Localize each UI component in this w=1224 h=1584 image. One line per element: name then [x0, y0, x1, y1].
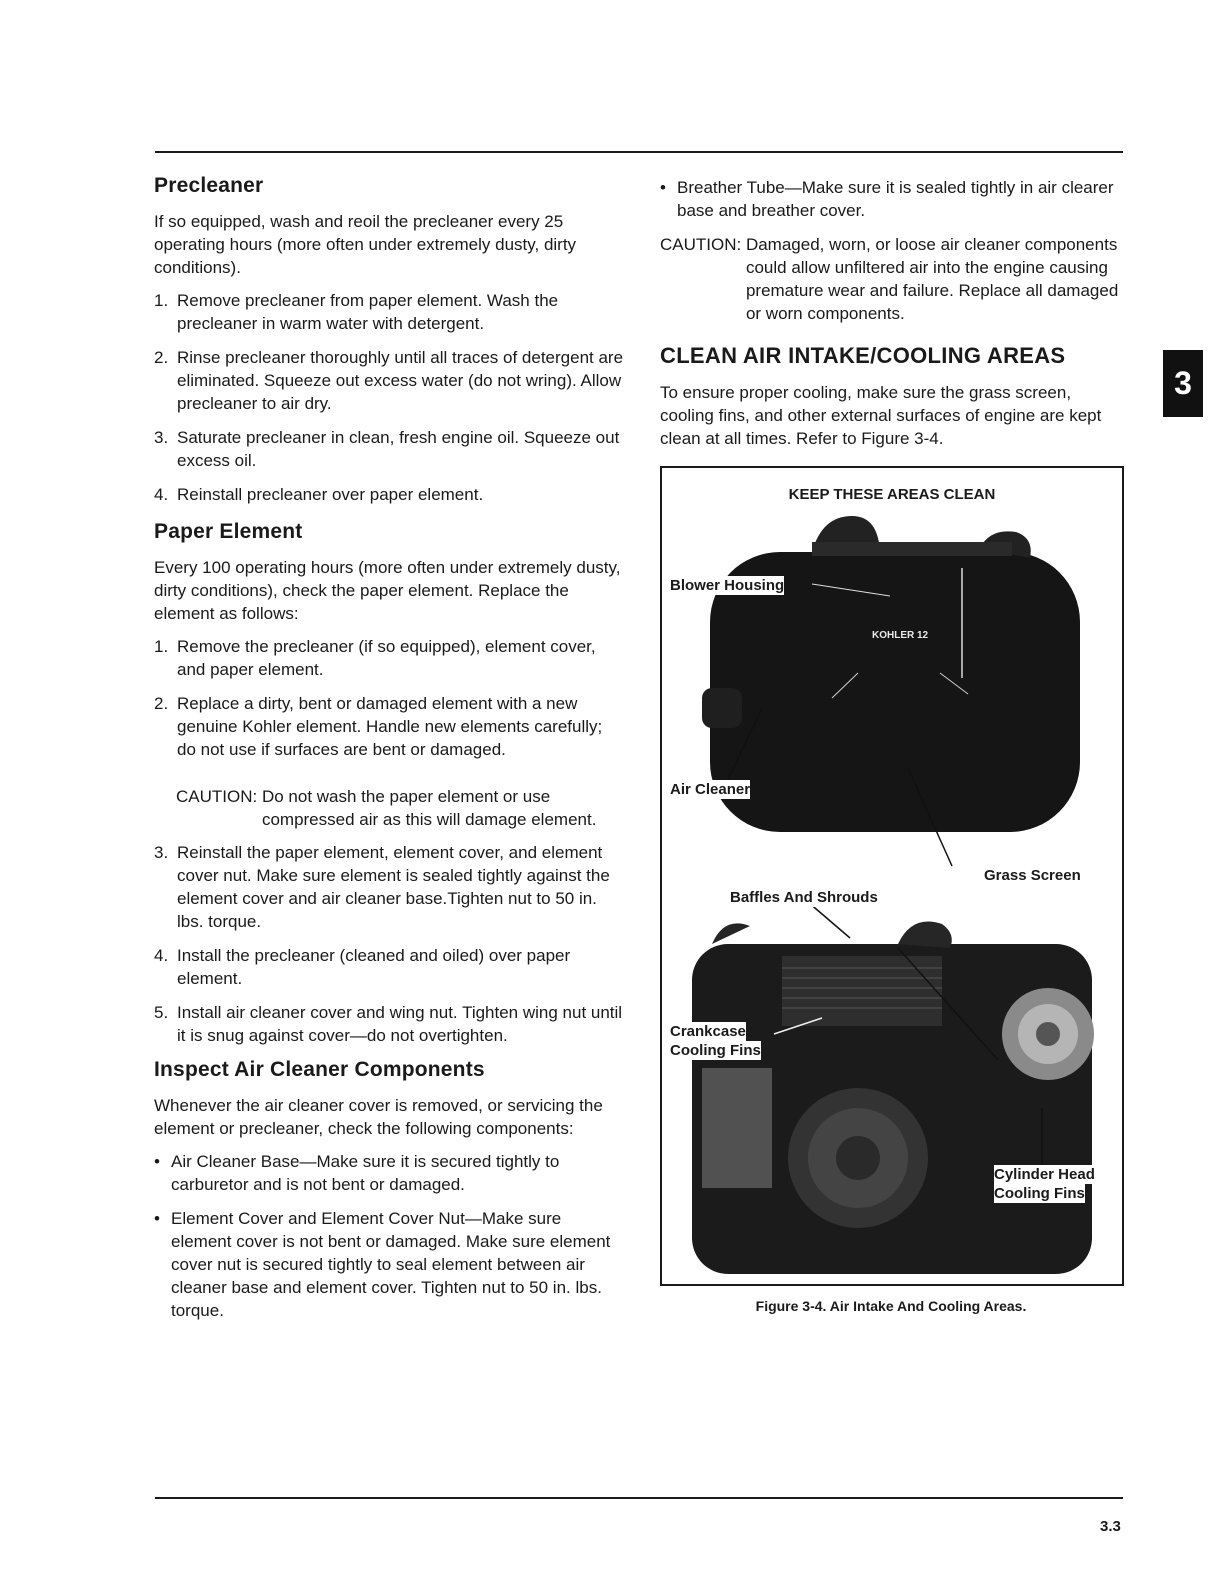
precleaner-intro: If so equipped, wash and reoil the precleaner every 25 operating hours (more often under extremely dusty, dirty conditions).: [154, 212, 577, 277]
brand-mark: KOHLER 12: [872, 630, 929, 641]
page-number: 3.3: [1100, 1518, 1121, 1535]
label-air-cleaner: Air Cleaner: [670, 781, 751, 798]
right-caution: [660, 233, 1122, 325]
figure-title: KEEP THESE AREAS CLEAN: [788, 486, 996, 503]
precleaner-heading: Precleaner: [154, 174, 264, 197]
paper-element-intro: Every 100 operating hours (more often under extremely dusty, dirty conditions), check the paper element. Replace the element as follows:: [154, 558, 621, 623]
label-crankcase: Crankcase: [670, 1023, 746, 1040]
label-crankcase-fins: Cooling Fins: [670, 1042, 761, 1059]
list-item: 5. Install air cleaner cover and wing nut. Tighten wing nut until it is snug against cover—do not overtighten.: [154, 1003, 623, 1045]
left-column: [154, 174, 624, 1333]
label-cylinder-head-fins: Cooling Fins: [994, 1185, 1085, 1202]
inspect-intro: Whenever the air cleaner cover is removed, or servicing the element or precleaner, check the following components:: [154, 1096, 603, 1138]
inspect-bullets: [154, 1150, 624, 1322]
caution-text: Damaged, worn, or loose air cleaner components could allow unfiltered air into the engine causing premature wear and failure. Replace all damaged or worn components.: [745, 235, 1119, 323]
list-item: 4. Install the precleaner (cleaned and oiled) over paper element.: [154, 946, 571, 988]
label-blower-housing: Blower Housing: [670, 577, 785, 594]
paper-element-steps-b: [154, 841, 624, 1047]
bottom-rule: [155, 1497, 1123, 1499]
caution-label: CAUTION:: [660, 235, 746, 254]
list-item: 2. Rinse precleaner thoroughly until all traces of detergent are eliminated. Squeeze out excess water (do not wring). Allow precleaner to air dry.: [154, 348, 624, 413]
list-item: • Breather Tube—Make sure it is sealed tightly in air clearer base and breather cover.: [660, 178, 1114, 220]
caution-text: Do not wash the paper element or use compressed air as this will damage element.: [261, 787, 597, 829]
right-column: [660, 176, 1122, 1314]
engine-top-view: [702, 516, 1080, 866]
inspect-heading: Inspect Air Cleaner Components: [154, 1058, 485, 1081]
clean-air-body: To ensure proper cooling, make sure the grass screen, cooling fins, and other external surfaces of engine are kept clean at all times. Refer to Figure 3-4.: [660, 383, 1102, 448]
engine-bottom-view: [692, 902, 1094, 1274]
paper-element-caution: [176, 785, 624, 831]
breather-bullets: [660, 176, 1122, 222]
caution-label: CAUTION:: [176, 787, 262, 806]
list-item: 1. Remove precleaner from paper element. Wash the precleaner in warm water with detergent.: [154, 291, 559, 333]
figure-caption: Figure 3-4. Air Intake And Cooling Areas.: [755, 1298, 1027, 1314]
list-item: 4. Reinstall precleaner over paper element.: [154, 485, 484, 504]
list-item: 2. Replace a dirty, bent or damaged element with a new genuine Kohler element. Handle new elements carefully; do not use if surfaces are bent or damaged.: [154, 694, 603, 759]
label-grass-screen: Grass Screen: [984, 867, 1081, 884]
list-item: 3. Saturate precleaner in clean, fresh engine oil. Squeeze out excess oil.: [154, 428, 620, 470]
clean-air-heading: CLEAN AIR INTAKE/COOLING AREAS: [660, 343, 1066, 368]
chapter-tab: 3: [1163, 350, 1203, 417]
list-item: • Element Cover and Element Cover Nut—Make sure element cover is not bent or damaged. Make sure element cover nut is secured tightly to seal element between air cleaner base and element cover. Tighten nut to 50 in. lbs. torque.: [154, 1209, 611, 1320]
label-cylinder-head: Cylinder Head: [994, 1166, 1095, 1183]
precleaner-steps: [154, 289, 624, 506]
list-item: 1. Remove the precleaner (if so equipped), element cover, and paper element.: [154, 637, 596, 679]
list-item: 3. Reinstall the paper element, element cover, and element cover nut. Make sure element is sealed tightly against the element cover and air cleaner base.Tighten nut to 50 in. lbs. torque.: [154, 843, 610, 931]
paper-element-heading: Paper Element: [154, 520, 303, 543]
top-rule: [155, 151, 1123, 153]
label-baffles-shrouds: Baffles And Shrouds: [730, 889, 878, 906]
figure-3-4: [660, 466, 1124, 1286]
paper-element-steps-a: [154, 635, 624, 761]
list-item: • Air Cleaner Base—Make sure it is secured tightly to carburetor and is not bent or damaged.: [154, 1152, 560, 1194]
